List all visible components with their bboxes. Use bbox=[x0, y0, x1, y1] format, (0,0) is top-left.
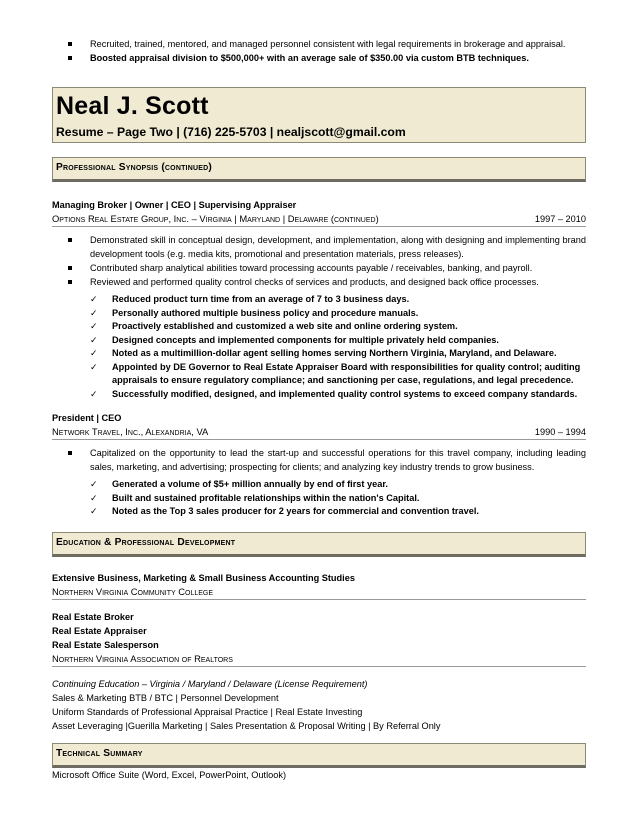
check-icon: ✓ bbox=[90, 294, 98, 304]
achievement-item bbox=[52, 320, 586, 334]
list-item bbox=[52, 233, 586, 261]
course-line: Sales & Marketing BTB / BTC | Personnel Development bbox=[52, 693, 279, 703]
technical-summary-text: Microsoft Office Suite (Word, Excel, PowerPoint, Outlook) bbox=[52, 770, 287, 780]
check-icon: ✓ bbox=[90, 307, 98, 318]
achievement-text: Built and sustained profitable relationships within the nation's Capital. bbox=[112, 492, 420, 503]
achievement-text: Successfully modified, designed, and implemented quality control systems to exceed company standards. bbox=[112, 388, 578, 399]
check-icon: ✓ bbox=[90, 388, 98, 399]
top-bullet-list bbox=[52, 37, 586, 65]
check-icon: ✓ bbox=[90, 506, 98, 516]
achievement-item bbox=[52, 478, 586, 492]
education-block bbox=[52, 571, 586, 600]
square-bullet-icon bbox=[66, 446, 76, 460]
square-bullet-icon bbox=[66, 275, 76, 289]
job-company-line bbox=[52, 212, 586, 227]
continuing-education-block bbox=[52, 677, 586, 733]
achievement-item bbox=[52, 307, 586, 321]
achievement-item bbox=[52, 505, 586, 519]
school-name: Northern Virginia Community College bbox=[52, 585, 586, 600]
achievement-text: Reduced product turn time from an average of 7 to 3 business days. bbox=[112, 294, 410, 304]
bullet-text: Demonstrated skill in conceptual design, development, and implementation, along with designing and implementing brand development tools (e.g. media kits, promotional and presentation materials, press releases). bbox=[90, 235, 586, 259]
section-title: Technical Summary bbox=[56, 748, 143, 759]
job-entry-president bbox=[52, 411, 586, 519]
bullet-text: Capitalized on the opportunity to lead the start-up and successful operations for this travel company, including leading sales, marketing, and advertising; prospecting for clients; and analyzing key industry trends to grow business. bbox=[90, 448, 586, 472]
achievement-text: Proactively established and customized a web site and online ordering system. bbox=[112, 321, 458, 331]
contact-line: Resume – Page Two | (716) 225-5703 | nealjscott@gmail.com bbox=[56, 125, 406, 139]
check-icon: ✓ bbox=[90, 361, 98, 372]
name-header bbox=[52, 87, 586, 143]
company-name: Network Travel, Inc., Alexandria, VA bbox=[52, 426, 209, 437]
bullet-text: Recruited, trained, mentored, and managed personnel consistent with legal requirements in brokerage and appraisal. bbox=[90, 39, 566, 49]
section-heading-education bbox=[52, 532, 586, 557]
bullet-text: Contributed sharp analytical abilities toward processing accounts payable / receivables, banking, and payroll. bbox=[90, 263, 533, 273]
check-icon: ✓ bbox=[90, 321, 98, 331]
section-heading-technical bbox=[52, 743, 586, 768]
bullet-text: Boosted appraisal division to $500,000+ with an average sale of $350.00 via custom BTB techniques. bbox=[90, 53, 529, 63]
achievement-item bbox=[52, 492, 586, 506]
job-dates: 1997 – 2010 bbox=[534, 214, 586, 224]
achievement-item bbox=[52, 361, 586, 388]
licenses-block bbox=[52, 610, 586, 667]
license-item: Real Estate Broker bbox=[52, 612, 134, 622]
job-company-line bbox=[52, 425, 586, 440]
list-item bbox=[52, 51, 586, 65]
list-item bbox=[52, 261, 586, 275]
check-icon: ✓ bbox=[90, 479, 98, 489]
achievement-text: Designed concepts and implemented components for multiple privately held companies. bbox=[112, 334, 499, 345]
candidate-name: Neal J. Scott bbox=[56, 92, 209, 120]
square-bullet-icon bbox=[66, 233, 76, 247]
section-heading-synopsis bbox=[52, 157, 586, 182]
achievement-text: Noted as a multimillion-dollar agent selling homes serving Northern Virginia, Maryland, and Delaware. bbox=[112, 348, 557, 358]
achievement-item bbox=[52, 334, 586, 348]
study-title: Extensive Business, Marketing & Small Business Accounting Studies bbox=[52, 573, 355, 583]
achievement-item bbox=[52, 347, 586, 361]
achievement-item bbox=[52, 388, 586, 402]
square-bullet-icon bbox=[66, 51, 76, 65]
job-title: President | CEO bbox=[52, 413, 122, 423]
course-line: Uniform Standards of Professional Appraisal Practice | Real Estate Investing bbox=[52, 707, 363, 717]
course-line: Asset Leveraging |Guerilla Marketing | Sales Presentation & Proposal Writing | By Referral Only bbox=[52, 721, 441, 731]
license-item: Real Estate Salesperson bbox=[52, 640, 159, 650]
square-bullet-icon bbox=[66, 261, 76, 275]
continuing-education-title: Continuing Education – Virginia / Maryland / Delaware (License Requirement) bbox=[52, 679, 368, 689]
list-item bbox=[52, 37, 586, 51]
section-title: Professional Synopsis (continued) bbox=[56, 162, 212, 173]
check-icon: ✓ bbox=[90, 334, 98, 345]
license-item: Real Estate Appraiser bbox=[52, 626, 147, 636]
achievement-text: Generated a volume of $5+ million annually by end of first year. bbox=[112, 479, 388, 489]
square-bullet-icon bbox=[66, 37, 76, 51]
list-item bbox=[52, 275, 586, 289]
job-dates: 1990 – 1994 bbox=[534, 427, 586, 437]
list-item bbox=[52, 446, 586, 474]
achievement-text: Personally authored multiple business policy and procedure manuals. bbox=[112, 307, 419, 318]
license-organization: Northern Virginia Association of Realtors bbox=[52, 652, 586, 667]
achievement-item bbox=[52, 293, 586, 307]
job-entry-managing-broker bbox=[52, 198, 586, 401]
check-icon: ✓ bbox=[90, 348, 98, 358]
check-icon: ✓ bbox=[90, 492, 98, 503]
achievement-text: Noted as the Top 3 sales producer for 2 years for commercial and convention travel. bbox=[112, 506, 479, 516]
job-title: Managing Broker | Owner | CEO | Supervising Appraiser bbox=[52, 200, 297, 210]
achievement-text: Appointed by DE Governor to Real Estate Appraiser Board with responsibilities for quality control; auditing appraisals to ensure regulatory compliance; and sanctioning per case, regulations, and legal precedence. bbox=[112, 361, 581, 385]
bullet-text: Reviewed and performed quality control checks of services and products, and designed back office processes. bbox=[90, 277, 539, 287]
company-name: Options Real Estate Group, Inc. – Virginia | Maryland | Delaware (continued) bbox=[52, 213, 379, 224]
section-title: Education & Professional Development bbox=[56, 537, 236, 548]
